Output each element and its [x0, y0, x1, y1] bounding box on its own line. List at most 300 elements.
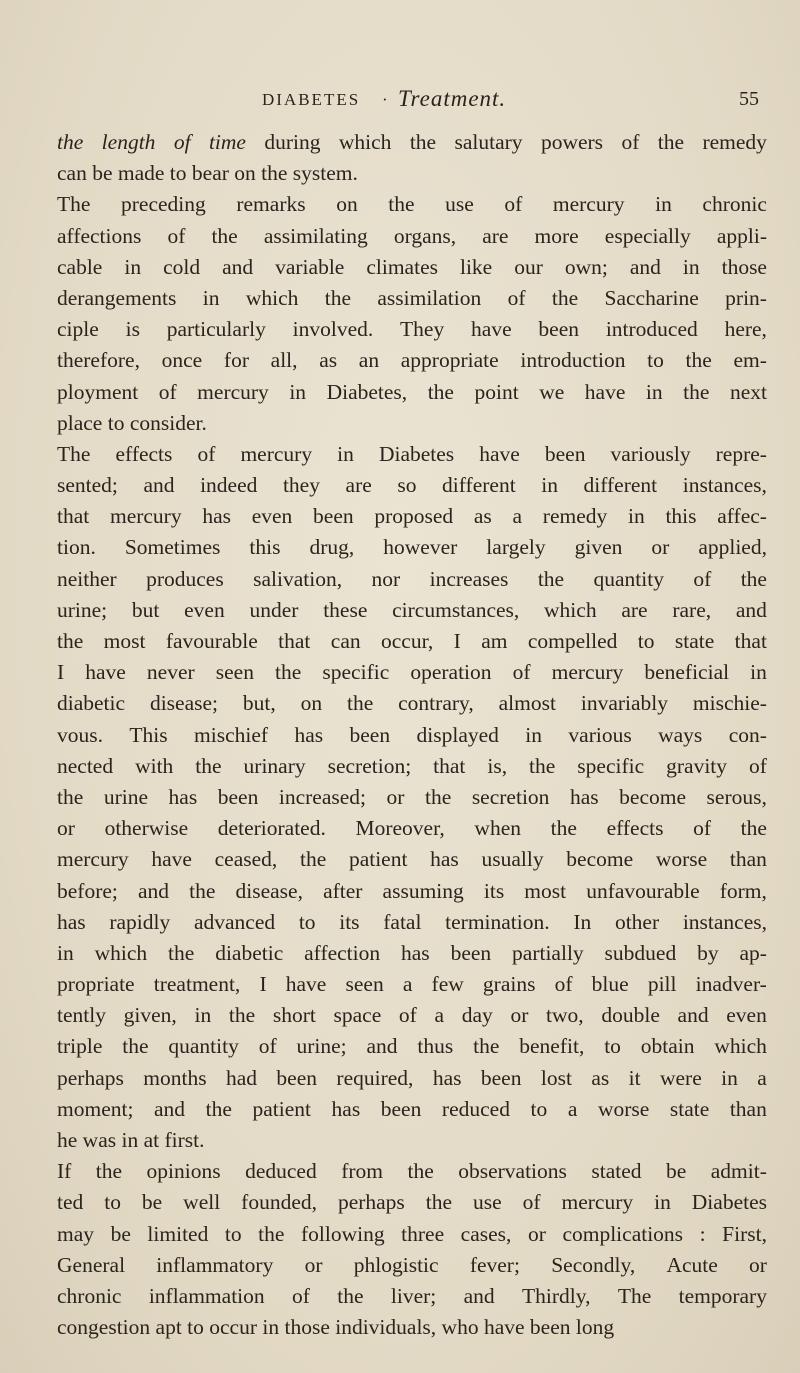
word: state [674, 629, 715, 653]
word: assuming [382, 878, 464, 903]
word: salutary [454, 130, 523, 154]
word: a [402, 972, 413, 997]
word: more [534, 223, 579, 248]
word: the [551, 285, 579, 310]
word: or [57, 816, 75, 841]
word: is, [487, 753, 508, 778]
word: so [397, 473, 417, 498]
word: introduction [520, 348, 626, 373]
word: displayed [416, 722, 499, 747]
word: produces [146, 566, 224, 591]
word: mercury [197, 379, 269, 404]
word: in [202, 285, 220, 310]
word: which [338, 130, 392, 154]
text-line [57, 1281, 767, 1312]
word: in [525, 722, 543, 747]
word: tion. [57, 535, 96, 560]
word: I [259, 972, 267, 997]
word: of [693, 566, 712, 591]
word: In [573, 909, 592, 934]
word: diabetic [57, 691, 126, 716]
word: in [645, 379, 663, 404]
word: has [569, 784, 599, 809]
word: nor [371, 566, 401, 591]
word: I [57, 660, 65, 685]
word: quantity [593, 566, 664, 591]
word: organs, [393, 223, 457, 248]
word: disease, [235, 878, 303, 903]
word: serous, [706, 784, 767, 809]
word: when [474, 816, 521, 841]
word: or [510, 1003, 529, 1028]
word: or [304, 1252, 323, 1277]
word: length [101, 130, 156, 154]
text-segment: congestion apt to occur in those individuals, who have been long [57, 1315, 615, 1340]
word: in [682, 254, 700, 279]
word: seen [215, 660, 254, 685]
text-line [57, 688, 767, 719]
text-line [57, 283, 767, 314]
word: rapidly [109, 909, 171, 934]
word: even [726, 1003, 767, 1028]
word: vous. [57, 722, 103, 747]
word: neither [57, 566, 117, 591]
word: deduced [245, 1159, 317, 1184]
word: as [319, 348, 338, 373]
word: secretion [471, 784, 550, 809]
word: the [57, 784, 84, 809]
word: advanced [193, 909, 276, 934]
word: ceased, [214, 847, 278, 872]
word: the [425, 1190, 453, 1215]
word: the [657, 130, 685, 154]
text-line [57, 1219, 767, 1250]
word: to [224, 1221, 242, 1246]
word: increases [429, 566, 509, 591]
word: own; [564, 254, 608, 279]
word: inflammation [148, 1283, 265, 1308]
word: involved. [292, 317, 374, 342]
word: the [228, 1003, 256, 1028]
word: been [276, 1065, 318, 1090]
word: powers [540, 130, 604, 154]
word: given [574, 535, 623, 560]
word: contrary, [398, 691, 474, 716]
word: ways [658, 722, 703, 747]
word: this [665, 504, 697, 529]
word: benefit, [519, 1034, 585, 1059]
text-line [57, 782, 767, 813]
word: it [628, 1065, 641, 1090]
word: the [409, 130, 437, 154]
word: the [299, 847, 327, 872]
word: lost [540, 1065, 572, 1090]
word: been [380, 1096, 422, 1121]
word: favourable [165, 629, 258, 653]
word: the [57, 130, 84, 154]
word: has [294, 722, 324, 747]
word: following [301, 1221, 385, 1246]
word: which [544, 597, 597, 622]
word: mischie- [692, 691, 767, 716]
word: of [749, 753, 767, 778]
word: of [512, 660, 531, 685]
text-line [57, 813, 767, 844]
word: otherwise [104, 816, 189, 841]
word: reduced [441, 1096, 510, 1121]
word: form, [719, 878, 767, 903]
word: mercury [552, 192, 625, 217]
word: proposed [374, 504, 454, 529]
word: has [432, 1065, 462, 1090]
word: given, [123, 1003, 177, 1028]
word: point [474, 379, 519, 404]
text-line [57, 969, 767, 1000]
word: patient [348, 847, 408, 872]
word: of [554, 972, 573, 997]
word: mercury [561, 1190, 634, 1215]
word: therefore, [57, 348, 140, 373]
word: or [749, 1252, 767, 1277]
word: become [566, 847, 634, 872]
word: chronic [702, 192, 767, 217]
word: fever; [469, 1252, 520, 1277]
word: introduced [605, 317, 698, 342]
word: affec- [717, 504, 767, 529]
word: ap- [739, 940, 767, 965]
word: different [583, 473, 658, 498]
word: pill [647, 972, 677, 997]
word: urine; [57, 597, 108, 622]
word: the [685, 348, 712, 373]
word: Diabetes [691, 1190, 767, 1215]
word: the [195, 753, 222, 778]
word: variable [275, 254, 345, 279]
text-line [57, 127, 767, 158]
word: indeed [200, 473, 258, 498]
word: be [110, 1221, 131, 1246]
word: fatal [383, 909, 422, 934]
word: founded, [241, 1190, 317, 1215]
word: Moreover, [355, 816, 445, 841]
word: Acute [666, 1252, 718, 1277]
text-segment: he was in at first. [57, 1128, 205, 1152]
word: been [217, 784, 259, 809]
word: and [629, 254, 661, 279]
text-line [57, 1031, 767, 1062]
word: but [131, 597, 160, 622]
word: is [125, 317, 140, 342]
word: The [617, 1283, 652, 1308]
word: of [504, 192, 523, 217]
word: before; [57, 878, 118, 903]
word: have [285, 972, 327, 997]
word: have [151, 847, 192, 872]
word: were [659, 1065, 702, 1090]
word: They [400, 317, 445, 342]
text-line [57, 1000, 767, 1031]
text-line [57, 720, 767, 751]
word: ciple [57, 317, 99, 342]
text-line [57, 189, 767, 220]
word: Diabetes, [326, 379, 408, 404]
word: has [401, 940, 430, 965]
word: worse [597, 1096, 650, 1121]
word: largely [486, 535, 546, 560]
word: day [461, 1003, 493, 1028]
word: phlogistic [353, 1252, 439, 1277]
text-line [57, 751, 767, 782]
word: urine; [296, 1034, 347, 1059]
word: in [627, 504, 645, 529]
word: of [398, 1003, 417, 1028]
word: assimilation [377, 285, 482, 310]
word: space [333, 1003, 382, 1028]
word: : [699, 1221, 706, 1246]
word: the [427, 379, 454, 404]
word: they [282, 473, 320, 498]
word: its [339, 909, 360, 934]
word: and [463, 1283, 495, 1308]
word: the [407, 1159, 434, 1184]
text-line [57, 938, 767, 969]
word: affection [304, 940, 381, 965]
text-segment: can be made to bear on the system. [57, 161, 358, 186]
word: The [57, 192, 91, 217]
word: appli- [716, 223, 767, 248]
word: in [750, 660, 767, 685]
word: operation [410, 660, 492, 685]
text-line [57, 1063, 767, 1094]
word: be [141, 1190, 163, 1215]
word: temporary [678, 1283, 767, 1308]
word: state [669, 1096, 710, 1121]
word: applied, [698, 535, 767, 560]
body-text [57, 127, 767, 1343]
word: two, [546, 1003, 584, 1028]
word: various [568, 722, 632, 747]
word: worse [655, 847, 708, 872]
word: Thirdly, [522, 1283, 591, 1308]
word: to [647, 348, 664, 373]
word: has [168, 784, 198, 809]
word: obtain [640, 1034, 695, 1059]
word: the [740, 566, 767, 591]
word: specific [577, 753, 645, 778]
text-line [57, 595, 767, 626]
word: I [453, 629, 461, 653]
word: prin- [725, 285, 767, 310]
word: months [143, 1065, 207, 1090]
word: the [473, 1034, 500, 1059]
word: the [537, 566, 565, 591]
word: use [473, 1190, 502, 1215]
word: been [349, 722, 391, 747]
text-line [57, 844, 767, 875]
word: triple [57, 1034, 103, 1059]
word: three [401, 1221, 445, 1246]
word: under [249, 597, 299, 622]
word: have [584, 379, 626, 404]
word: and [366, 1034, 398, 1059]
word: and [137, 878, 170, 903]
word: as [473, 504, 492, 529]
text-line [57, 377, 767, 408]
word: been [544, 441, 586, 466]
word: in [721, 1065, 738, 1090]
word: disease; [149, 691, 218, 716]
word: salivation, [253, 566, 343, 591]
word: particularly [166, 317, 266, 342]
word: seen [345, 972, 384, 997]
word: perhaps [57, 1065, 124, 1090]
text-line [57, 439, 767, 470]
word: we [539, 379, 565, 404]
word: are [345, 473, 372, 498]
text-line [57, 158, 767, 189]
word: most [524, 878, 567, 903]
text-line [57, 1125, 767, 1156]
word: these [323, 597, 368, 622]
word: con- [728, 722, 767, 747]
word: and [154, 1096, 186, 1121]
word: partially [512, 940, 584, 965]
word: compelled [527, 629, 618, 653]
word: chronic [57, 1283, 122, 1308]
paragraph [57, 1156, 767, 1343]
word: of [507, 285, 526, 310]
word: the [57, 629, 84, 653]
word: the [168, 940, 195, 965]
word: from [341, 1159, 383, 1184]
word: rare, [672, 597, 712, 622]
word: If [57, 1159, 72, 1184]
word: even [251, 504, 293, 529]
word: Diabetes [378, 441, 455, 466]
word: observations [458, 1159, 567, 1184]
word: time [208, 130, 246, 154]
word: variously [610, 441, 691, 466]
word: remarks [236, 192, 306, 217]
word: of [621, 130, 640, 154]
word: cold [163, 254, 201, 279]
word: grains [482, 972, 536, 997]
word: than [729, 847, 767, 872]
text-line [57, 876, 767, 907]
word: been [313, 504, 354, 529]
word: treatment, [153, 972, 241, 997]
word: drug, [309, 535, 355, 560]
word: but, [242, 691, 276, 716]
word: nected [57, 753, 114, 778]
text-line [57, 626, 767, 657]
word: have [471, 317, 512, 342]
word: remedy [702, 130, 767, 154]
word: and [222, 254, 254, 279]
word: a [757, 1065, 767, 1090]
word: secretion; [327, 753, 412, 778]
word: This [129, 722, 168, 747]
word: the [205, 1096, 232, 1121]
word: urinary [243, 753, 306, 778]
word: or [386, 784, 405, 809]
word: which [245, 285, 299, 310]
word: are [482, 223, 509, 248]
word: however [383, 535, 458, 560]
text-line [57, 657, 767, 688]
word: to [637, 629, 655, 653]
word: the [189, 878, 216, 903]
word: required, [336, 1065, 414, 1090]
word: become [619, 784, 687, 809]
word: which [94, 940, 148, 965]
text-line [57, 907, 767, 938]
word: or [527, 1221, 546, 1246]
word: sented; [57, 473, 118, 498]
word: has [331, 1096, 361, 1121]
word: than [729, 1096, 767, 1121]
word: cable [57, 254, 103, 279]
text-line [57, 314, 767, 345]
word: liver; [390, 1283, 437, 1308]
word: double [601, 1003, 660, 1028]
word: in [194, 1003, 212, 1028]
word: and [677, 1003, 709, 1028]
word: never [146, 660, 195, 685]
word: has [57, 909, 86, 934]
word: especially [604, 223, 691, 248]
word: remedy [542, 504, 608, 529]
word: to [298, 909, 316, 934]
running-head [0, 88, 800, 118]
word: been [538, 317, 580, 342]
word: here, [724, 317, 767, 342]
word: has [202, 504, 231, 529]
word: may [57, 1221, 95, 1246]
word: usually [481, 847, 544, 872]
word: during [264, 130, 321, 154]
word: blue [591, 972, 629, 997]
word: those [721, 254, 767, 279]
word: be [666, 1159, 687, 1184]
word: our [514, 254, 543, 279]
word: of [292, 1283, 310, 1308]
word: once [161, 348, 203, 373]
word: beneficial [644, 660, 730, 685]
word: quantity [168, 1034, 239, 1059]
text-line [57, 252, 767, 283]
word: a [567, 1096, 578, 1121]
word: a [434, 1003, 445, 1028]
word: instances, [682, 473, 767, 498]
word: of [197, 441, 216, 466]
word: in [337, 441, 354, 466]
word: have [479, 441, 520, 466]
word: this [249, 535, 281, 560]
word: that [734, 629, 767, 653]
word: that [57, 504, 90, 529]
word: effects [606, 816, 664, 841]
word: almost [498, 691, 556, 716]
word: limited [147, 1221, 209, 1246]
word: short [272, 1003, 316, 1028]
word: deteriorated. [217, 816, 326, 841]
word: has [430, 847, 459, 872]
word: of [158, 379, 177, 404]
word: of [167, 223, 186, 248]
word: that [278, 629, 311, 653]
word: as [591, 1065, 610, 1090]
